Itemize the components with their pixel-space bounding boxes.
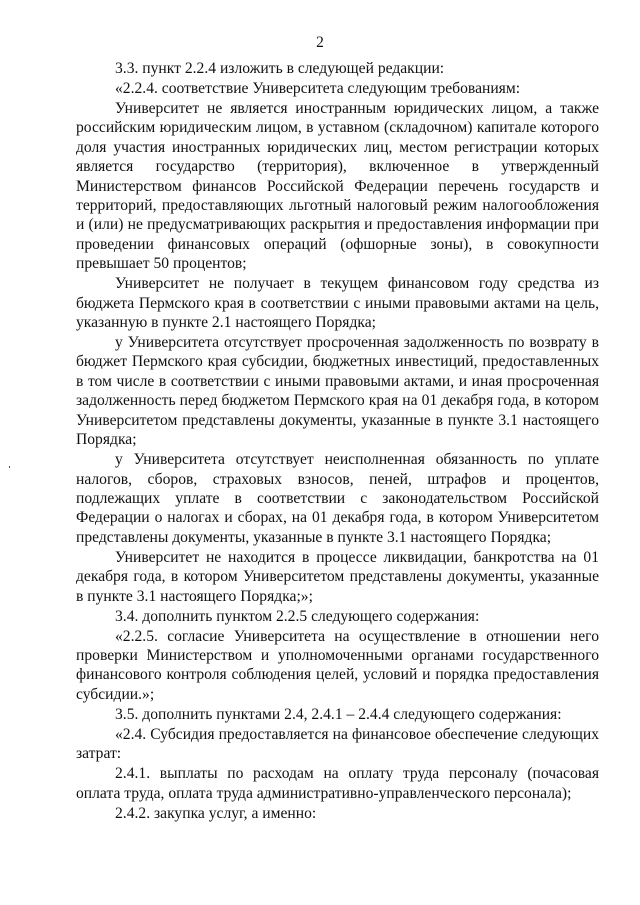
paragraph-2-4-1: 2.4.1. выплаты по расходам на оплату труда персоналу (почасовая оплата труда, оплата труда административно-управленческого персонала); [76,765,599,802]
paragraph-no-overdue-debt: у Университета отсутствует просроченная задолженность по возврату в бюджет Пермского края субсидии, бюджетных инвестиций, предоставленных в том числе в соответствии с иными правовыми актами, и иная просроченная задолженность перед бюджетом Пермского края на 01 декабря года, в котором Университетом представлены документы, указанные в пункте 3.1 настоящего Порядка; [76,334,599,449]
paragraph-2-2-5: «2.2.5. согласие Университета на осуществление в отношении него проверки Министерством и уполномоченными органами государственного финансового контроля соблюдения целей, условий и порядка предоставления субсидии.»; [76,627,599,703]
paragraph-3-3: 3.3. пункт 2.2.4 изложить в следующей редакции: [115,60,445,77]
paragraph-no-liquidation: Университет не находится в процессе ликвидации, банкротства на 01 декабря года, в котором Университетом представлены документы, указанные в пункте 3.1 настоящего Порядка;»; [76,548,599,605]
paragraph-no-tax-debt: у Университета отсутствует неисполненная обязанность по уплате налогов, сборов, страховых взносов, пеней, штрафов и процентов, подлежащих уплате в соответствии с законодательством Российской Федерации о налогах и сборах, на 01 декабря года, в котором Университетом представлены документы, указанные в пункте 3.1 настоящего Порядка; [76,451,599,546]
paragraph-3-4: 3.4. дополнить пунктом 2.2.5 следующего содержания: [115,607,480,625]
paragraph-3-5: 3.5. дополнить пунктами 2.4, 2.4.1 – 2.4.4 следующего содержания: [115,705,562,723]
paragraph-2-4: «2.4. Субсидия предоставляется на финансовое обеспечение следующих затрат: [76,725,599,763]
paragraph-2-4-2: 2.4.2. закупка услуг, а именно: [115,804,317,822]
paragraph-not-foreign-entity: Университет не является иностранным юридических лицом, а также российским юридическим лицом, в уставном (складочном) капитале которого доля участия иностранных юридических лиц, местом регистрации которых является государство (территория), включенное в утвержденный Министерством финансов Российской Федерации перечень государств и территорий, предоставляющих льготный налоговый режим налогообложения и (или) не предусматривающих раскрытия и предоставления информации при проведении финансовых операций (офшорные зоны), в совокупности превышает 50 процентов; [76,100,599,273]
paragraph-2-2-4-heading: «2.2.4. соответствие Университета следующим требованиям: [115,80,521,97]
paragraph-no-other-funds: Университет не получает в текущем финансовом году средства из бюджета Пермского края в соответствии с иными правовыми актами на цель, указанную в пункте 2.1 настоящего Порядка; [76,275,599,332]
document-body [76,59,599,823]
margin-mark [9,466,10,468]
page-number: 2 [316,34,324,51]
